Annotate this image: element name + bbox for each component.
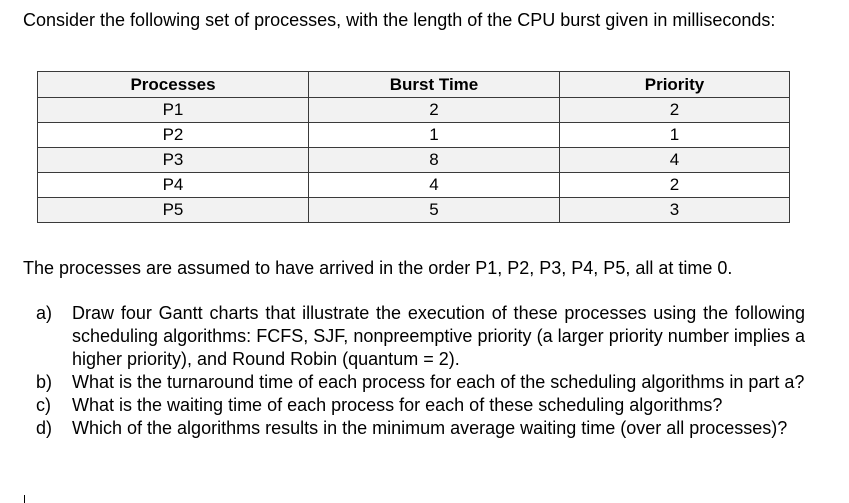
question-marker: c) (36, 395, 51, 415)
cell-priority: 2 (560, 98, 790, 123)
cell-process: P3 (38, 148, 309, 173)
question-text: What is the turnaround time of each process for each of the scheduling algorithms in part a? (72, 372, 805, 392)
text-cursor (24, 495, 25, 503)
header-processes: Processes (38, 72, 309, 98)
arrival-paragraph: The processes are assumed to have arrived in the order P1, P2, P3, P4, P5, all at time 0. (23, 258, 733, 278)
question-list (23, 302, 805, 440)
cell-priority: 3 (560, 198, 790, 223)
intro-paragraph: Consider the following set of processes, with the length of the CPU burst given in milliseconds: (23, 10, 776, 30)
cell-priority: 4 (560, 148, 790, 173)
question-text: Draw four Gantt charts that illustrate the execution of these processes using the following scheduling algorithms: FCFS, SJF, nonpreemptive priority (a larger priority number implies a higher priority), and Round Robin (quantum = 2). (72, 303, 805, 369)
cell-process: P5 (38, 198, 309, 223)
table-row (38, 98, 790, 123)
cell-priority: 1 (560, 123, 790, 148)
cell-burst: 4 (309, 173, 560, 198)
process-table (37, 71, 790, 223)
question-marker: b) (36, 372, 53, 392)
cell-burst: 8 (309, 148, 560, 173)
question-item (23, 302, 805, 371)
cell-burst: 2 (309, 98, 560, 123)
question-item (23, 394, 805, 417)
question-text: Which of the algorithms results in the minimum average waiting time (over all processes)? (72, 418, 788, 438)
cell-burst: 5 (309, 198, 560, 223)
cell-process: P2 (38, 123, 309, 148)
cell-burst: 1 (309, 123, 560, 148)
header-priority: Priority (560, 72, 790, 98)
question-marker: d) (36, 418, 53, 438)
question-text: What is the waiting time of each process for each of these scheduling algorithms? (72, 395, 723, 415)
table-row (38, 173, 790, 198)
question-item (23, 417, 805, 440)
table-header-row (38, 72, 790, 98)
cell-priority: 2 (560, 173, 790, 198)
cell-process: P1 (38, 98, 309, 123)
question-item (23, 371, 805, 394)
cell-process: P4 (38, 173, 309, 198)
header-burst-time: Burst Time (309, 72, 560, 98)
question-marker: a) (36, 303, 53, 323)
table-row (38, 198, 790, 223)
table-row (38, 123, 790, 148)
table-row (38, 148, 790, 173)
